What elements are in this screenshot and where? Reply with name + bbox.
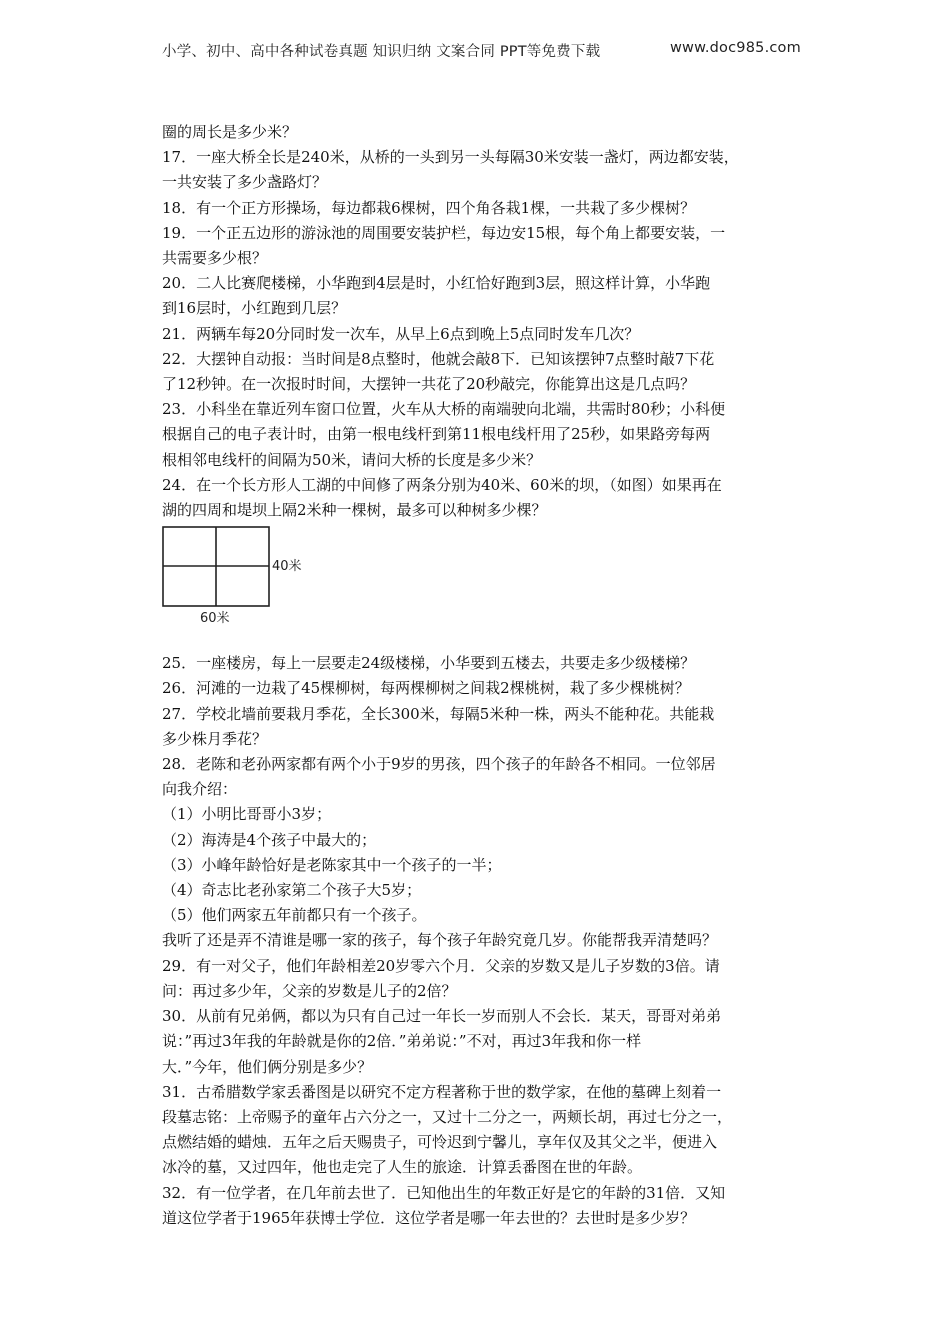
text-line: 26．河滩的一边栽了45棵柳树，每两棵柳树之间栽2棵桃树，栽了多少棵桃树？ — [162, 679, 690, 698]
text-line: 说：”再过3年我的年龄就是你的2倍．”弟弟说：”不对，再过3年我和你一样 — [162, 1032, 642, 1051]
text-line: （3）小峰年龄恰好是老陈家其中一个孩子的一半； — [162, 855, 502, 874]
text-line: 我听了还是弄不清谁是哪一家的孩子，每个孩子年龄究竟几岁。你能帮我弄清楚吗？ — [162, 931, 718, 950]
text-line: 17．一座大桥全长是240米，从桥的一头到另一头每隔30米安装一盏灯，两边都安装， — [162, 148, 739, 167]
text-line: 24．在一个长方形人工湖的中间修了两条分别为40米、60米的坝，（如图）如果再在 — [162, 475, 722, 494]
page-header — [162, 40, 802, 61]
text-line: 一共安装了多少盏路灯？ — [162, 173, 328, 192]
text-line: 道这位学者于1965年获博士学位．这位学者是哪一年去世的？去世时是多少岁？ — [162, 1208, 696, 1227]
text-line: 28．老陈和老孙两家都有两个小于9岁的男孩，四个孩子的年龄各不相同。一位邻居 — [162, 755, 716, 774]
document-body — [162, 120, 794, 1231]
text-line: （1）小明比哥哥小3岁； — [162, 805, 332, 824]
text-line: 23．小科坐在靠近列车窗口位置，火车从大桥的南端驶向北端，共需时80秒；小科便 — [162, 400, 726, 419]
text-line: 问：再过多少年，父亲的岁数是儿子的2倍？ — [162, 981, 457, 1000]
label-40m: 40米 — [272, 559, 302, 575]
header-url[interactable]: www.doc985.com — [670, 40, 801, 56]
text-line: 段墓志铭：上帝赐予的童年占六分之一，又过十二分之一，两颊长胡，再过七分之一， — [162, 1107, 733, 1126]
text-line: （2）海涛是4个孩子中最大的； — [162, 830, 377, 849]
text-line: 22．大摆钟自动报：当时间是8点整时，他就会敲8下．已知该摆钟7点整时敲7下花 — [162, 349, 715, 368]
text-line: 25．一座楼房，每上一层要走24级楼梯，小华要到五楼去，共要走多少级楼梯？ — [162, 654, 696, 673]
text-line: 根据自己的电子表计时，由第一根电线杆到第11根电线杆用了25秒，如果路旁每两 — [162, 425, 711, 444]
text-line: 30．从前有兄弟俩，都以为只有自己过一年长一岁而别人不会长．某天，哥哥对弟弟 — [162, 1007, 722, 1026]
problems-after-figure — [162, 651, 794, 1231]
text-line: 21．两辆车每20分同时发一次车，从早上6点到晚上5点同时发车几次？ — [162, 324, 640, 343]
text-line: 27．学校北墙前要栽月季花，全长300米，每隔5米种一株，两头不能种花。共能栽 — [162, 704, 715, 723]
text-line: 19．一个正五边形的游泳池的周围要安装护栏，每边安15根，每个角上都要安装，一 — [162, 223, 726, 242]
text-line: 冰冷的墓，又过四年，他也走完了人生的旅途．计算丢番图在世的年龄。 — [162, 1158, 643, 1177]
text-line: （4）奇志比老孙家第二个孩子大5岁； — [162, 881, 422, 900]
text-line: 圈的周长是多少米？ — [162, 123, 298, 141]
text-line: 了12秒钟。在一次报时时间，大摆钟一共花了20秒敲完，你能算出这是几点吗？ — [162, 375, 696, 394]
text-line: 32．有一位学者，在几年前去世了．已知他出生的年数正好是它的年龄的31倍．又知 — [162, 1183, 726, 1202]
problems-before-figure — [162, 120, 794, 523]
text-line: 湖的四周和堤坝上隔2米种一棵树，最多可以种树多少棵？ — [162, 501, 547, 520]
label-60m: 60米 — [200, 611, 230, 627]
text-line: （5）他们两家五年前都只有一个孩子。 — [162, 906, 427, 925]
text-line: 31．古希腊数学家丢番图是以研究不定方程著称于世的数学家，在他的墓碑上刻着一 — [162, 1082, 722, 1101]
text-line: 大．”今年，他们俩分别是多少？ — [162, 1057, 373, 1076]
text-line: 点燃结婚的蜡烛．五年之后天赐贵子，可怜迟到宁馨儿，享年仅及其父之半，便进入 — [162, 1133, 718, 1152]
text-line: 到16层时，小红跑到几层？ — [162, 299, 347, 318]
text-line: 共需要多少根？ — [162, 249, 268, 268]
text-line: 多少株月季花？ — [162, 729, 268, 748]
text-line: 29．有一对父子，他们年龄相差20岁零六个月．父亲的岁数又是儿子岁数的3倍。请 — [162, 956, 720, 975]
text-line: 20．二人比赛爬楼梯，小华跑到4层是时，小红恰好跑到3层，照这样计算，小华跑 — [162, 274, 711, 293]
text-line: 18．有一个正方形操场，每边都栽6棵树，四个角各栽1棵，一共栽了多少棵树？ — [162, 198, 696, 217]
lake-dam-diagram — [162, 525, 342, 649]
lake-figure — [162, 525, 794, 649]
header-text: 小学、初中、高中各种试卷真题 知识归纳 文案合同 PPT等免费下载 — [162, 44, 601, 60]
text-line: 向我介绍： — [162, 780, 238, 799]
text-line: 根相邻电线杆的间隔为50米，请问大桥的长度是多少米？ — [162, 450, 542, 469]
